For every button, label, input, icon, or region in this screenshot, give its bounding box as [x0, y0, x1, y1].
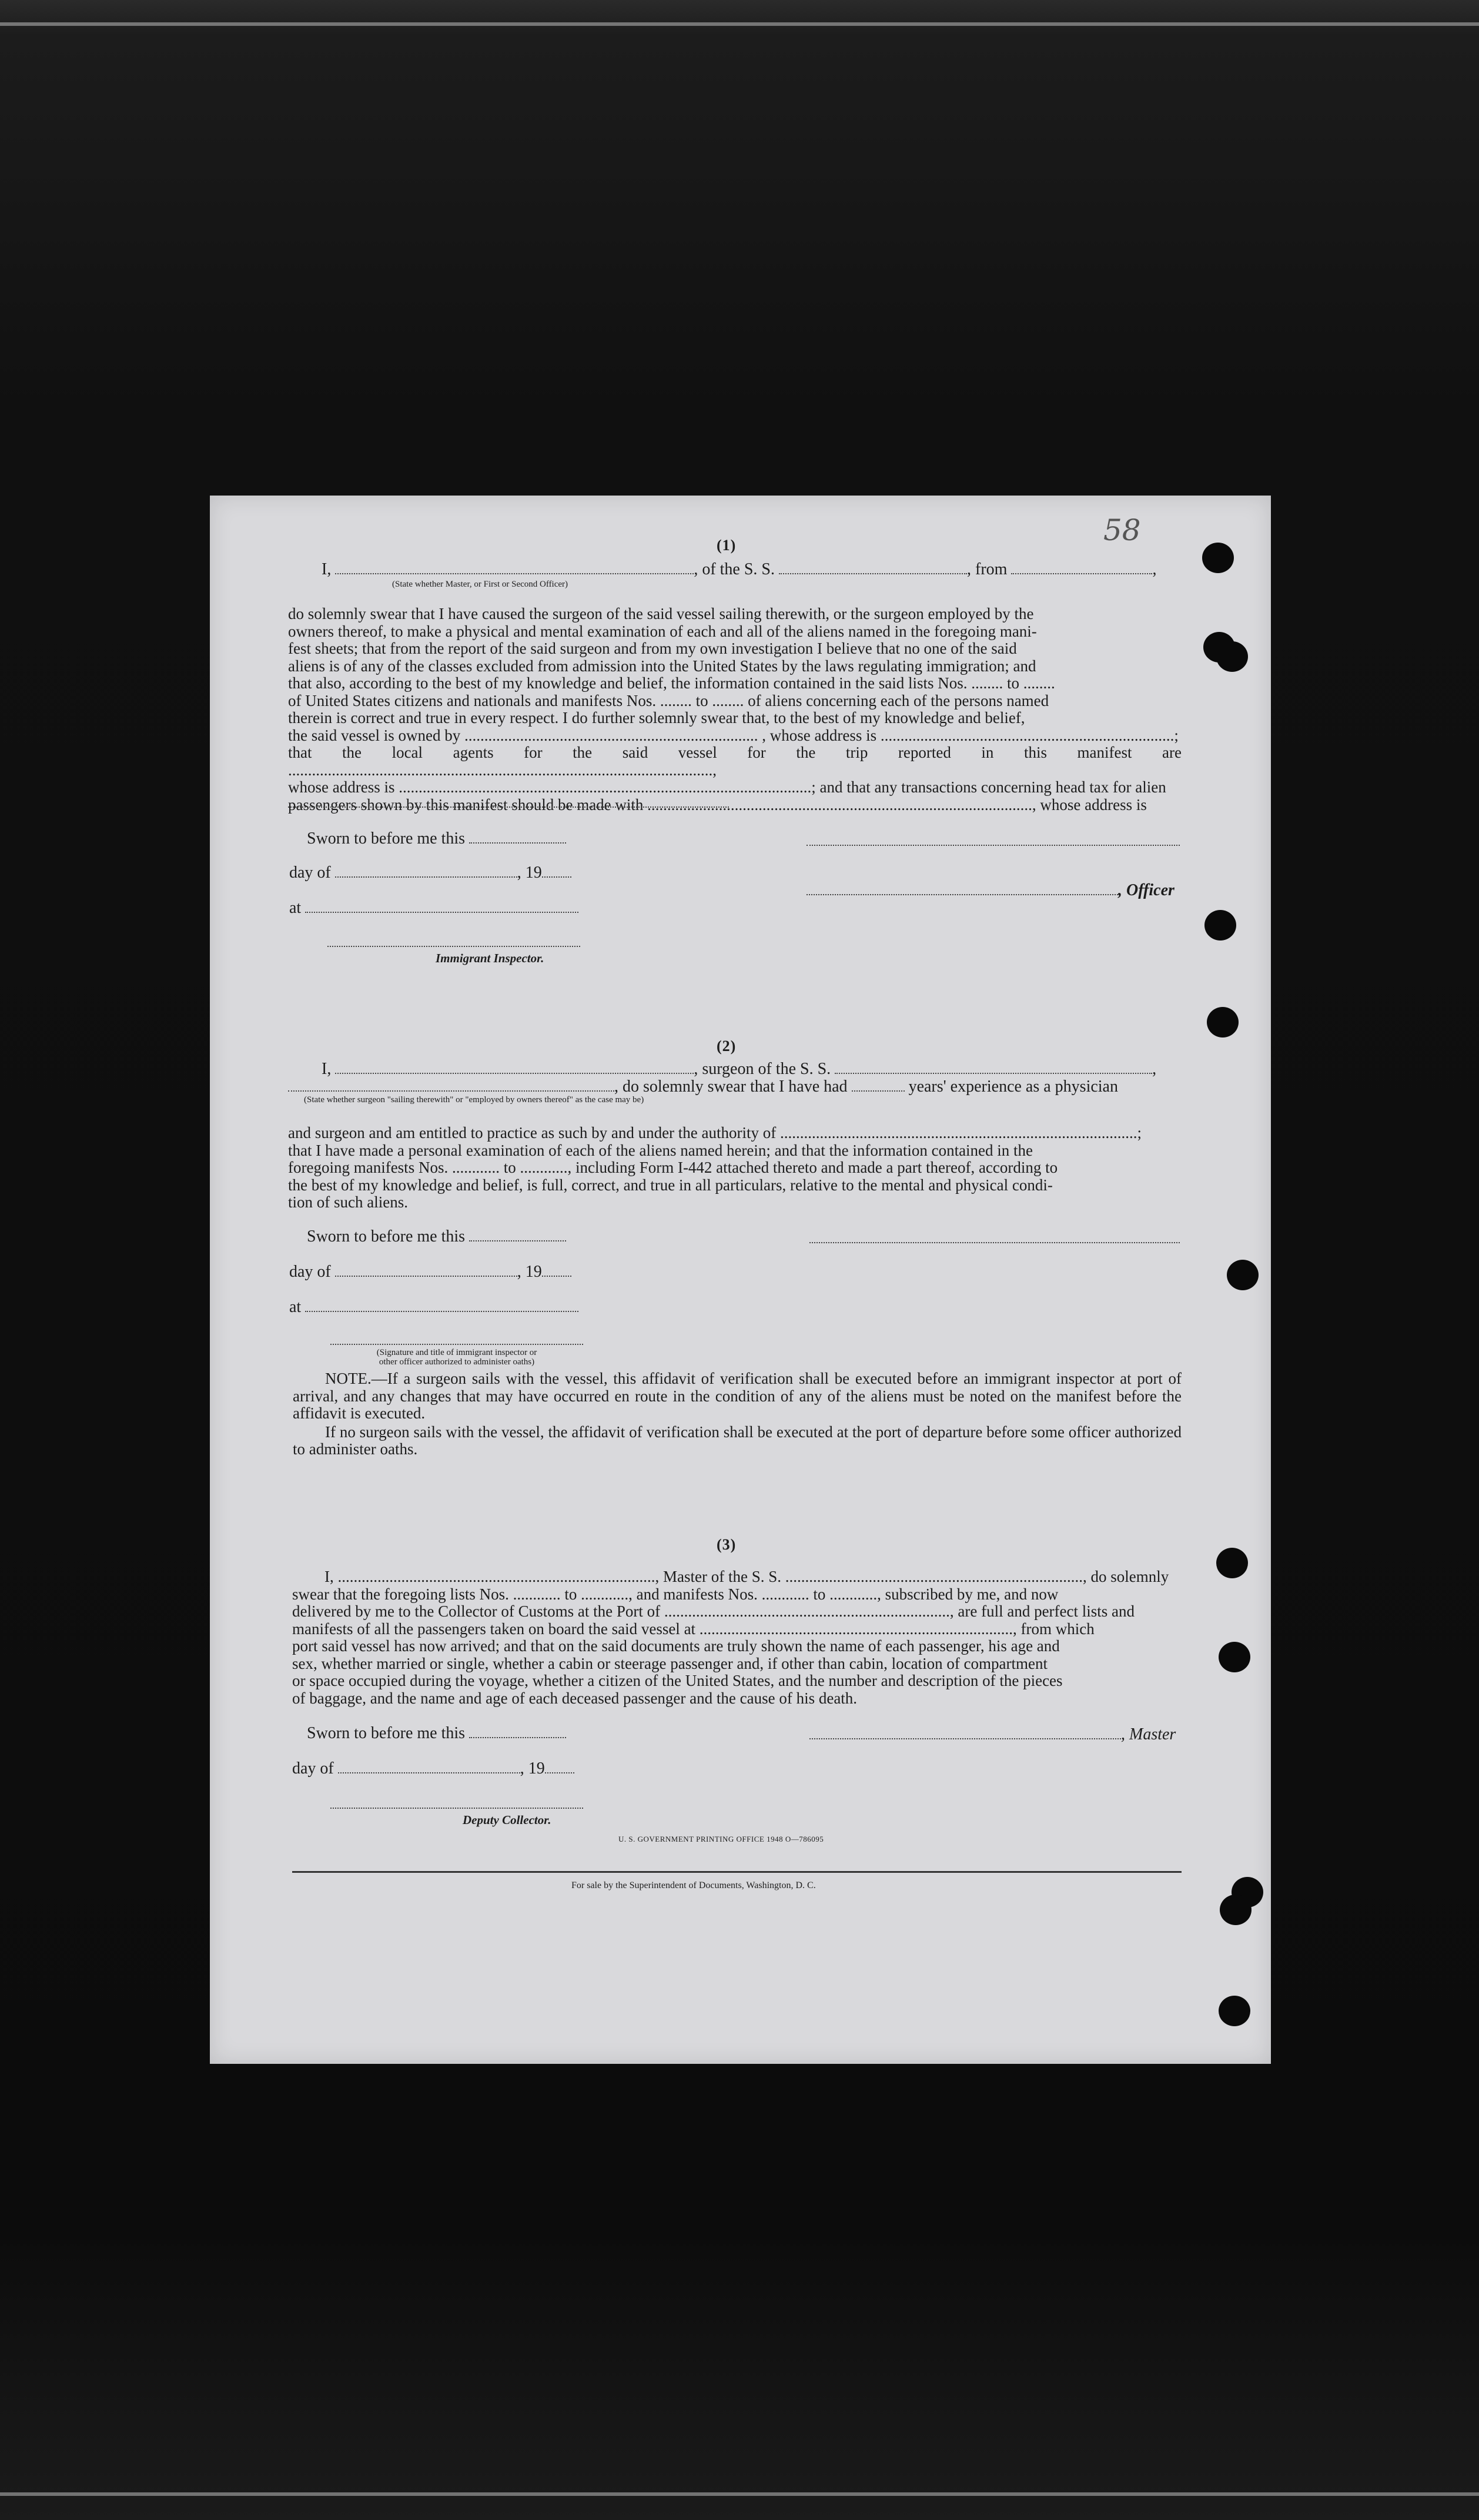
section-1-line-1: I, , of the S. S. , from ,	[322, 560, 1157, 578]
section-1-officer: , Officer	[807, 881, 1174, 899]
film-edge-top	[0, 22, 1479, 26]
section-3-collector-title: Deputy Collector.	[463, 1813, 551, 1827]
punch-hole	[1216, 641, 1248, 672]
page-number-handwritten: 58	[1103, 513, 1141, 547]
section-2-line-1: I, , surgeon of the S. S. ,	[322, 1060, 1157, 1078]
section-1-address-line	[288, 805, 729, 808]
manifest-affidavit-page	[210, 496, 1271, 2064]
film-edge-bottom	[0, 2492, 1479, 2496]
punch-hole	[1220, 1895, 1252, 1925]
punch-hole	[1202, 543, 1234, 573]
section-3-sworn: Sworn to before me this	[307, 1724, 566, 1742]
section-2-sworn: Sworn to before me this	[307, 1227, 566, 1246]
punch-hole	[1227, 1260, 1259, 1290]
section-2-at: at	[289, 1298, 578, 1316]
footer-text: For sale by the Superintendent of Documents, Washington, D. C.	[571, 1880, 816, 1890]
section-2-caption: (State whether surgeon "sailing therewith" or "employed by owners thereof" as the case may be)	[304, 1095, 644, 1105]
section-1-inspector-title: Immigrant Inspector.	[436, 951, 544, 965]
punch-hole	[1219, 1996, 1250, 2026]
footer-rule	[292, 1871, 1182, 1873]
section-2-inspector-line[interactable]	[330, 1343, 583, 1345]
section-1-signature-line[interactable]	[807, 844, 1180, 846]
section-2-line-2: , do solemnly swear that I have had years' experience as a physician	[288, 1077, 1118, 1096]
section-3-body: I, ................................................................................, Master of the S. S. ..........................................................................., do solemnly swear that the foregoing lists Nos. ............ to ............, and manifests Nos. ............ to ............, subscribed by me, and now delivered by me to the Collector of Customs at the Port of ........................................................................, are full and perfect lists and manifests of all the passengers taken on board the said vessel at ..............................................................................., from which port said vessel has now arrived; and that on the said documents are truly shown the name of each passenger, his age and sex, whether married or single, whether a cabin or steerage passenger and, if other than cabin, location of compartment or space occupied during the voyage, whether a citizen of the United States, and the number and description of the pieces of baggage, and the name and age of each deceased passenger and the cause of his death.	[292, 1568, 1169, 1707]
section-2-note: NOTE.—If a surgeon sails with the vessel, this affidavit of verification shall be executed before an immigrant inspector at port of arrival, and any changes that may have occurred en route in the condition of any of the aliens must be noted on the manifest before the affidavit is executed. If no surgeon sails with the vessel, the affidavit of verification shall be executed at the port of departure before some officer authorized to administer oaths.	[293, 1370, 1182, 1458]
section-2-sig-caption: (Signature and title of immigrant inspector or other officer authorized to administer oaths)	[376, 1348, 537, 1367]
section-3-day-of: day of , 19	[292, 1759, 574, 1778]
section-2-day-of: day of , 19	[289, 1263, 571, 1281]
section-2-body: and surgeon and am entitled to practice as such by and under the authority of ..........................................................................................; that I have made a personal examination of each of the aliens named herein; and that the information contained in the foregoing manifests Nos. ............ to ............, including Form I-442 attached thereto and made a part thereof, according to the best of my knowledge and belief, is full, correct, and true in all particulars, relative to the mental and physical condi- tion of such aliens.	[288, 1124, 1142, 1211]
punch-hole	[1216, 1548, 1248, 1578]
section-1-day-of: day of , 19	[289, 864, 571, 882]
punch-hole	[1204, 910, 1236, 941]
punch-hole	[1219, 1642, 1250, 1672]
section-1-sworn: Sworn to before me this	[307, 829, 566, 848]
section-1-inspector-line[interactable]	[327, 945, 580, 947]
section-1-caption: (State whether Master, or First or Second Officer)	[392, 580, 568, 589]
section-2-number: (2)	[717, 1038, 737, 1055]
punch-hole	[1207, 1007, 1239, 1038]
printer-imprint: U. S. GOVERNMENT PRINTING OFFICE 1948 O—786095	[618, 1835, 824, 1843]
section-3-number: (3)	[717, 1536, 737, 1553]
section-3-collector-line[interactable]	[330, 1806, 583, 1809]
section-1-number: (1)	[717, 537, 737, 554]
section-1-body: do solemnly swear that I have caused the surgeon of the said vessel sailing therewith, or the surgeon employed by the owners thereof, to make a physical and mental examination of each and all of the aliens named in the foregoing mani- fest sheets; that from the report of the said surgeon and from my own investigation I believe that no one of the said aliens is of any of the classes excluded from admission into the United States by the laws regulating immigration; and that also, according to the best of my knowledge and belief, the information contained in the said lists Nos. ........ to ........ of United States citizens and nationals and manifests Nos. ........ to ........ of aliens concerning each of the persons named therein is correct and true in every respect. I do further solemnly swear that, to the best of my knowledge and belief, the said vessel is owned by .......................................................................... , whose address is ..........................................................................; that the local agents for the said vessel for the trip reported in this manifest are ..........................................................................................................., whose address is ........................................................................................................; and that any transactions concerning head tax for alien passengers shown by this manifest should be made with ................................................................................................., whose address is	[288, 605, 1182, 814]
section-2-signature-line[interactable]	[809, 1241, 1180, 1243]
section-3-master: , Master	[809, 1725, 1176, 1743]
section-1-at: at	[289, 899, 578, 917]
